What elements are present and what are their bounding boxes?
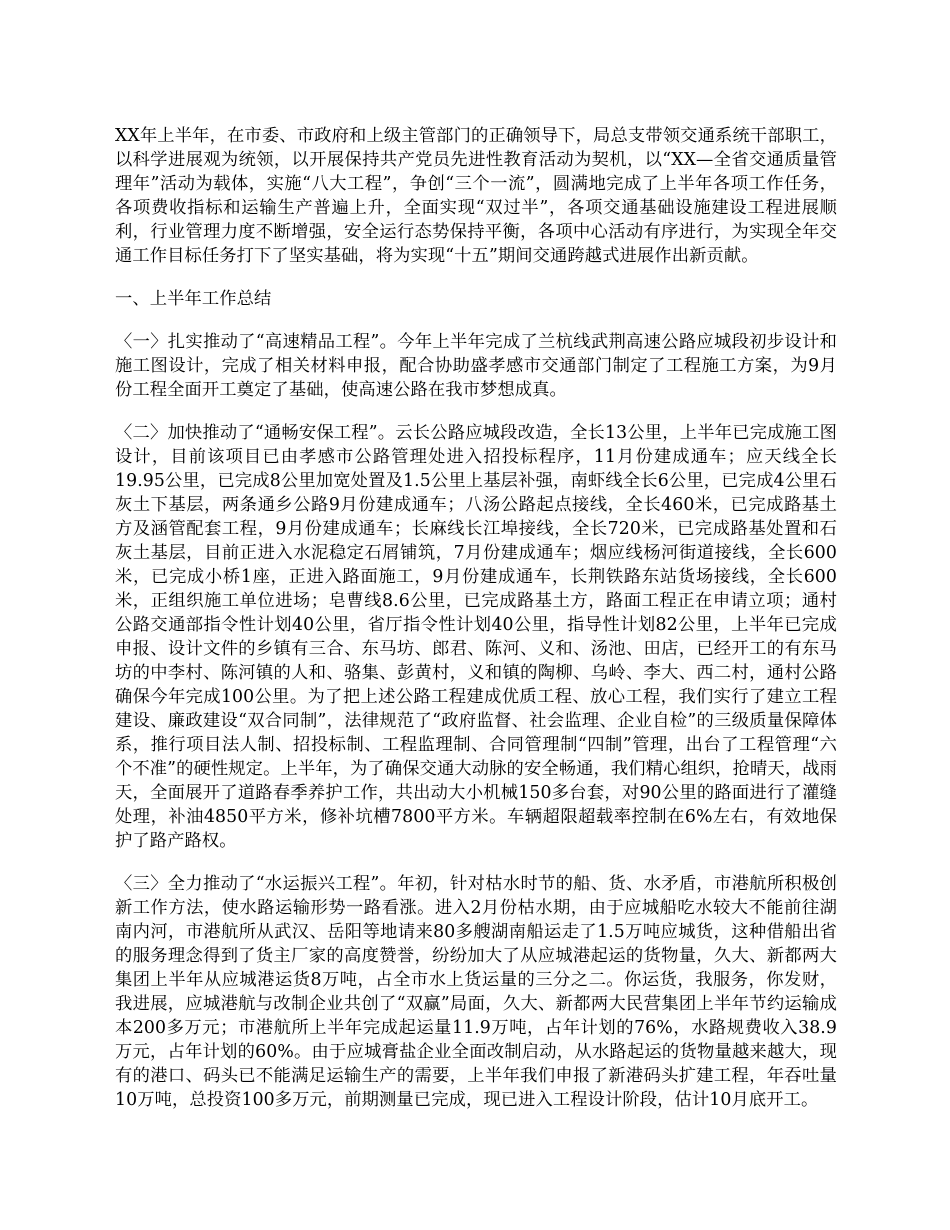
section-heading: 一、上半年工作总结 — [115, 289, 272, 309]
section-1-paragraph: 〈一〉扎实推动了“高速精品工程”。今年上半年完成了兰杭线武荆高速公路应城段初步设计和施工图设计，完成了相关材料申报，配合协助盛孝感市交通部门制定了工程施工方案，为9月份工程全面开工奠定了基础，使高速公路在我市梦想成真。 — [115, 332, 837, 400]
section-3-paragraph: 〈三〉全力推动了“水运振兴工程”。年初，针对枯水时节的船、货、水矛盾，市港航所积极创新工作方法，使水路运输形势一路看涨。进入2月份枯水期，由于应城船吃水较大不能前往湖南内河，市港航所从武汉、岳阳等地请来80多艘湖南船运走了1.5万吨应城货，这种借船出省的服务理念得到了货主厂家的高度赞誉，纷纷加大了从应城港起运的货物量，久大、新都两大集团上半年从应城港运货8万吨，占全市水上货运量的三分之二。你运货，我服务，你发财，我进展，应城港航与改制企业共创了“双赢”局面，久大、新都两大民营集团上半年节约运输成本200多万元；市港航所上半年完成起运量11.9万吨，占年计划的76%，水路规费收入38.9万元，占年计划的60%。由于应城膏盐企业全面改制启动，从水路起运的货物量越来越大，现有的港口、码头已不能满足运输生产的需要，上半年我们申报了新港码头扩建工程，年吞吐量10万吨，总投资100多万元，前期测量已完成，现已进入工程设计阶段，估计10月底开工。 — [115, 874, 837, 1110]
document-body — [115, 124, 837, 1112]
section-2-paragraph: 〈二〉加快推动了“通畅安保工程”。云长公路应城段改造，全长13公里，上半年已完成施工图设计，目前该项目已由孝感市公路管理处进入招投标程序，11月份建成通车；应天线全长19.95公里，已完成8公里加宽处置及1.5公里上基层补强，南虾线全长6公里，已完成4公里石灰土下基层，两条通乡公路9月份建成通车；八汤公路起点接线，全长460米，已完成路基土方及涵管配套工程，9月份建成通车；长麻线长江埠接线，全长720米，已完成路基处置和石灰土基层，目前正进入水泥稳定石屑铺筑，7月份建成通车；烟应线杨河街道接线，全长600米，已完成小桥1座，正进入路面施工，9月份建成通车，长荆铁路东站货场接线，全长600米，正组织施工单位进场；皂曹线8.6公里，已完成路基土方，路面工程正在申请立项；通村公路交通部指令性计划40公里，省厅指令性计划40公里，指导性计划82公里，上半年已完成申报、设计文件的乡镇有三合、东马坊、郎君、陈河、义和、汤池、田店，已经开工的有东马坊的中李村、陈河镇的人和、骆集、彭黄村，义和镇的陶柳、乌岭、李大、西二村，通村公路确保今年完成100公里。为了把上述公路工程建成优质工程、放心工程，我们实行了建立工程建设、廉政建设“双合同制”，法律规范了“政府监督、社会监理、企业自检”的三级质量保障体系，推行项目法人制、招投标制、工程监理制、合同管理制“四制”管理，出台了工程管理“六个不准”的硬性规定。上半年，为了确保交通大动脉的安全畅通，我们精心组织，抢晴天，战雨天，全面展开了道路春季养护工作，共出动大小机械150多台套，对90公里的路面进行了灌缝处理，补油4850平方米，修补坑槽7800平方米。车辆超限超载率控制在6%左右，有效地保护了路产路权。 — [115, 423, 837, 851]
intro-paragraph: XX年上半年，在市委、市政府和上级主管部门的正确领导下，局总支带领交通系统干部职工，以科学进展观为统领，以开展保持共产党员先进性教育活动为契机，以“XX—全省交通质量管理年”活动为载体，实施“八大工程”，争创“三个一流”，圆满地完成了上半年各项工作任务，各项费收指标和运输生产普遍上升，全面实现“双过半”，各项交通基础设施建设工程进展顺利，行业管理力度不断增强，安全运行态势保持平衡，各项中心活动有序进行，为实现全年交通工作目标任务打下了坚实基础，将为实现“十五”期间交通跨越式进展作出新贡献。 — [115, 126, 837, 266]
